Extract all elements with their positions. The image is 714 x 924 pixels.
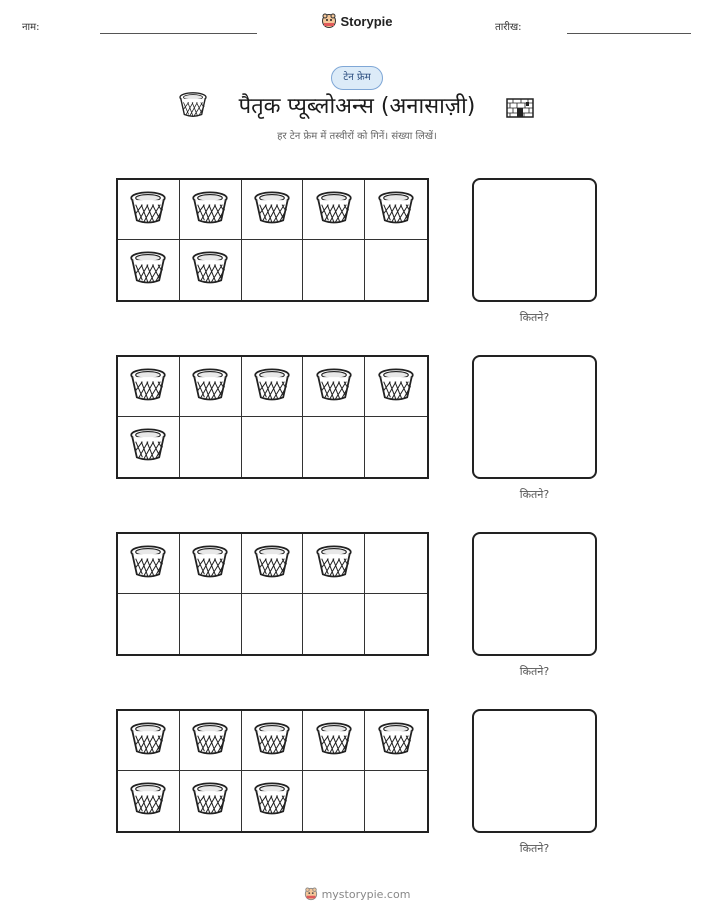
frame-cell [303, 357, 365, 417]
basket-icon [129, 721, 167, 761]
frame-cell [242, 417, 304, 477]
storypie-logo-icon [304, 887, 318, 901]
frame-cell [365, 594, 427, 654]
answer-label-1: कितने? [519, 311, 550, 324]
answer-box-3[interactable] [472, 532, 597, 656]
frame-cell [303, 711, 365, 771]
basket-icon [191, 544, 229, 584]
frame-cell [180, 357, 242, 417]
ten-frame-3 [116, 532, 429, 656]
frame-cell [118, 534, 180, 594]
basket-icon [129, 190, 167, 230]
storypie-logo-icon [321, 13, 337, 29]
basket-icon [377, 721, 415, 761]
answer-box-4[interactable] [472, 709, 597, 833]
frame-cell [118, 240, 180, 300]
basket-icon [191, 190, 229, 230]
basket-icon [253, 781, 291, 821]
frame-cell [365, 711, 427, 771]
basket-icon [315, 544, 353, 584]
frame-cell [180, 534, 242, 594]
basket-icon [377, 367, 415, 407]
basket-icon [129, 250, 167, 290]
answer-box-1[interactable] [472, 178, 597, 302]
basket-icon [191, 781, 229, 821]
brand [0, 13, 714, 33]
basket-icon [129, 544, 167, 584]
frame-cell [365, 180, 427, 240]
basket-icon [129, 781, 167, 821]
page-title: पैतृक प्यूब्लोअन्स (अनासाज़ी) [238, 94, 476, 119]
frame-cell [242, 711, 304, 771]
basket-icon [129, 427, 167, 467]
instructions: हर टेन फ्रेम में तस्वीरों को गिनें। संख्या लिखें। [277, 131, 437, 142]
basket-icon [129, 367, 167, 407]
basket-icon [191, 250, 229, 290]
basket-icon [253, 721, 291, 761]
date-label: तारीख: [495, 22, 522, 33]
footer [0, 886, 714, 905]
answer-label-2: कितने? [519, 488, 550, 501]
basket-icon [253, 544, 291, 584]
frame-cell [303, 534, 365, 594]
footer-url: mystorypie.com [321, 887, 411, 901]
frame-cell [303, 771, 365, 831]
frame-cell [242, 534, 304, 594]
frame-cell [118, 771, 180, 831]
frame-cell [242, 594, 304, 654]
ten-frame-2 [116, 355, 429, 479]
ten-frame-1 [116, 178, 429, 302]
basket-icon [315, 721, 353, 761]
frame-cell [242, 357, 304, 417]
basket-icon [191, 367, 229, 407]
frame-cell [365, 417, 427, 477]
answer-label-3: कितने? [519, 665, 550, 678]
frame-cell [365, 771, 427, 831]
basket-icon [253, 190, 291, 230]
ten-frame-4 [116, 709, 429, 833]
frame-cell [303, 240, 365, 300]
frame-cell [303, 180, 365, 240]
frame-cell [242, 240, 304, 300]
frame-cell [118, 711, 180, 771]
frame-cell [242, 771, 304, 831]
basket-icon [315, 367, 353, 407]
frame-cell [365, 357, 427, 417]
pueblo-dwelling-icon [505, 95, 535, 123]
frame-cell [118, 357, 180, 417]
frame-cell [365, 534, 427, 594]
answer-label-4: कितने? [519, 842, 550, 855]
frame-cell [180, 180, 242, 240]
frame-cell [180, 594, 242, 654]
frame-cell [242, 180, 304, 240]
name-label: नाम: [22, 22, 40, 33]
frame-cell [118, 594, 180, 654]
frame-cell [118, 417, 180, 477]
answer-box-2[interactable] [472, 355, 597, 479]
frame-cell [180, 771, 242, 831]
basket-icon [191, 721, 229, 761]
frame-cell [180, 711, 242, 771]
basket-icon [253, 367, 291, 407]
frame-cell [180, 240, 242, 300]
ten-frame-badge: टेन फ्रेम [331, 66, 383, 90]
name-line [100, 33, 257, 34]
frame-cell [180, 417, 242, 477]
frame-cell [303, 594, 365, 654]
brand-name: Storypie [340, 13, 393, 29]
frame-cell [118, 180, 180, 240]
basket-icon [377, 190, 415, 230]
frame-cell [365, 240, 427, 300]
frame-cell [303, 417, 365, 477]
basket-icon [315, 190, 353, 230]
date-line [567, 33, 691, 34]
